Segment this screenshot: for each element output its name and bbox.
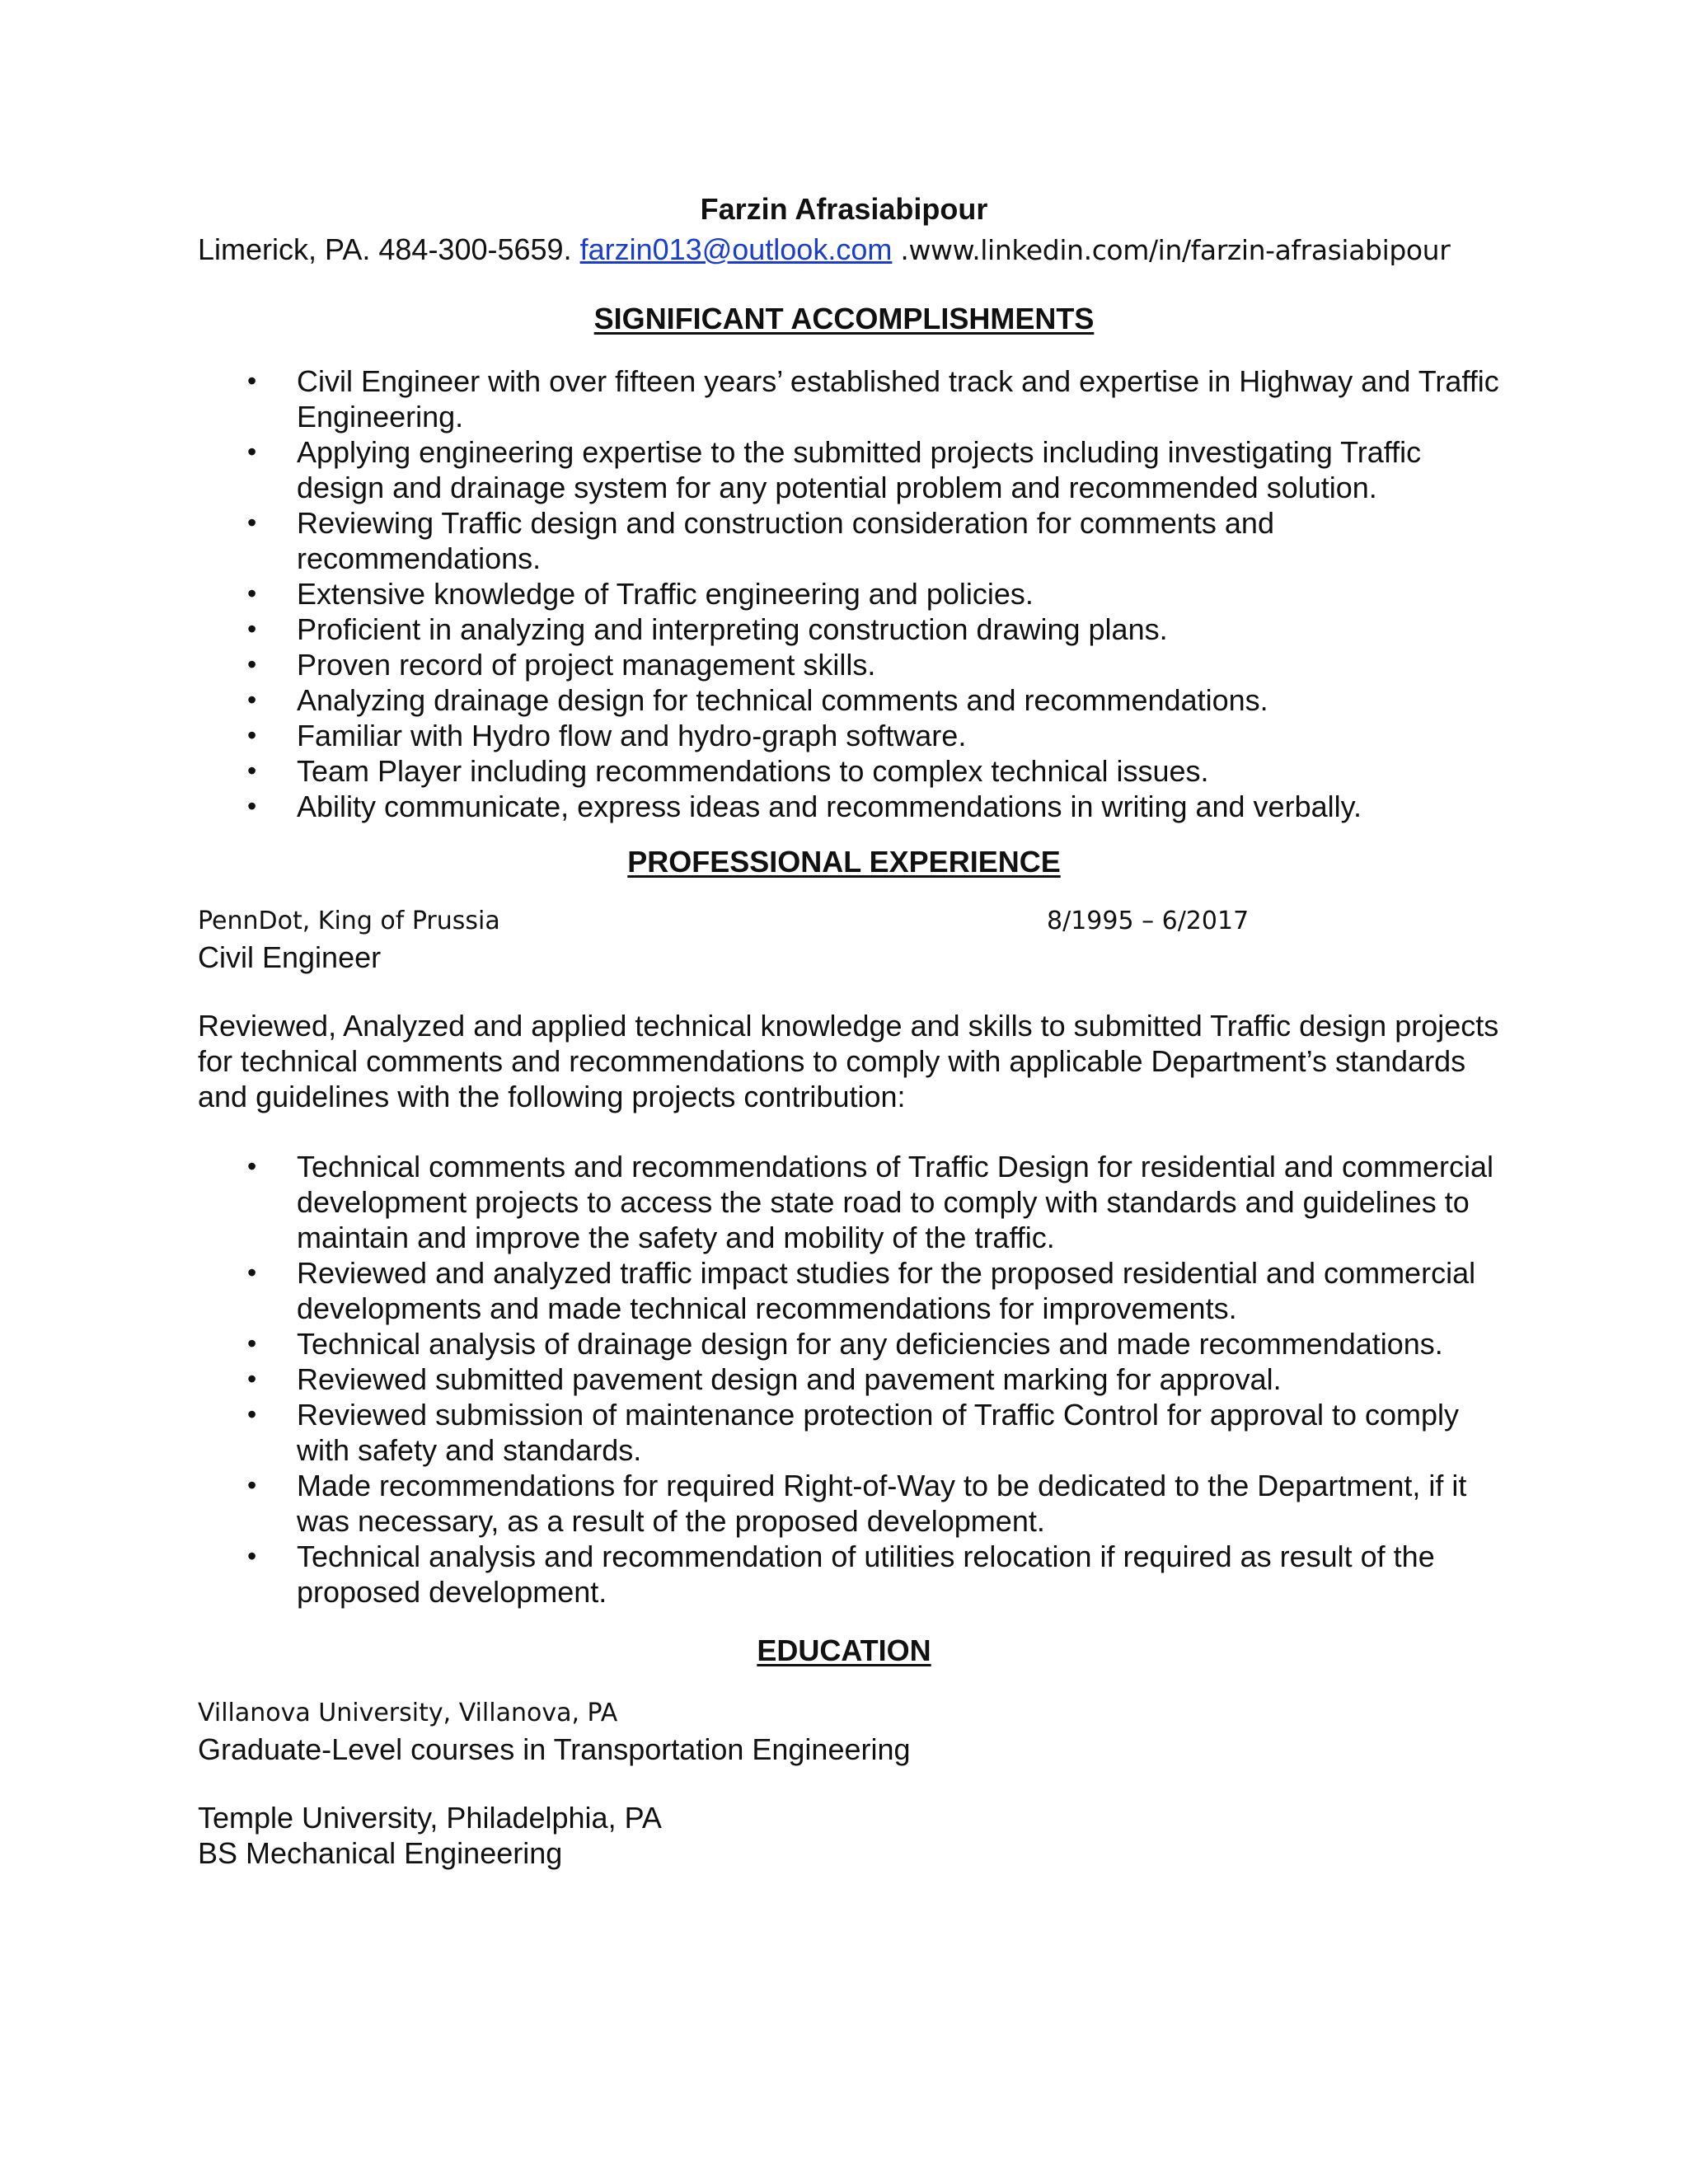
list-item-text: Proficient in analyzing and interpreting construction drawing plans.	[297, 612, 1168, 646]
bullet-icon: •	[247, 791, 257, 821]
bullet-icon: •	[247, 1399, 257, 1429]
bullet-icon: •	[247, 649, 257, 679]
list-item-text: Ability communicate, express ideas and recommendations in writing and verbally.	[297, 790, 1362, 823]
bullet-icon: •	[247, 1470, 257, 1500]
contact-line	[198, 229, 1500, 271]
list-item-text: Technical analysis of drainage design for any deficiencies and made recommendations.	[297, 1327, 1443, 1361]
list-item	[198, 1539, 1517, 1610]
list-item-text: Analyzing drainage design for technical comments and recommendations.	[297, 683, 1268, 717]
list-item-text: Technical analysis and recommendation of utilities relocation if required as result of the proposed development.	[297, 1540, 1435, 1609]
bullet-icon: •	[247, 579, 257, 608]
linkedin-url: .www.linkedin.com/in/farzin-afrasiabipour	[900, 234, 1451, 266]
experience-summary: Reviewed, Analyzed and applied technical knowledge and skills to submitted Traffic design projects for technical comments and recommendations to comply with applicable Department’s standards and guidelines with the following projects contribution:	[198, 1009, 1499, 1113]
list-item-text: Reviewed submitted pavement design and pavement marking for approval.	[297, 1362, 1282, 1396]
list-item	[198, 576, 1517, 612]
list-item	[198, 789, 1517, 824]
list-item-text: Team Player including recommendations to complex technical issues.	[297, 754, 1209, 788]
email-link[interactable]: farzin013@outlook.com	[579, 232, 893, 266]
list-item-text: Reviewed submission of maintenance protection of Traffic Control for approval to comply with safety and standards.	[297, 1398, 1460, 1467]
bullet-icon: •	[247, 508, 257, 537]
list-item	[198, 434, 1517, 505]
bullet-icon: •	[247, 614, 257, 644]
bullet-icon: •	[247, 1329, 257, 1358]
school-name: Villanova University, Villanova, PA	[198, 1699, 618, 1727]
list-item-text: Applying engineering expertise to the submitted projects including investigating Traffic design and drainage system for any potential problem and recommended solution.	[297, 435, 1422, 504]
school-name: Temple University, Philadelphia, PA	[198, 1801, 662, 1835]
accomplishments-list	[198, 363, 1500, 824]
experience-heading: PROFESSIONAL EXPERIENCE	[627, 845, 1061, 879]
bullet-icon: •	[247, 720, 257, 750]
school-program: Graduate-Level courses in Transportation Engineering	[198, 1732, 911, 1766]
list-item	[198, 682, 1517, 718]
list-item-text: Made recommendations for required Right-of-Way to be dedicated to the Department, if it was necessary, as a result of the proposed development.	[297, 1469, 1467, 1538]
employer-row	[198, 903, 1500, 940]
list-item-text: Familiar with Hydro flow and hydro-graph software.	[297, 719, 967, 752]
list-item	[198, 1397, 1517, 1468]
list-item-text: Technical comments and recommendations of Traffic Design for residential and commercial development projects to access the state road to comply with standards and guidelines to maintain and improve the safety and mobility of the traffic.	[297, 1150, 1493, 1254]
bullet-icon: •	[247, 685, 257, 715]
school-program: BS Mechanical Engineering	[198, 1836, 563, 1870]
experience-list	[198, 1149, 1500, 1610]
list-item	[198, 1326, 1517, 1361]
list-item	[198, 363, 1517, 434]
list-item	[198, 1149, 1517, 1255]
list-item	[198, 753, 1517, 789]
bullet-icon: •	[247, 1151, 257, 1181]
candidate-name: Farzin Afrasiabipour	[700, 192, 988, 226]
list-item-text: Civil Engineer with over fifteen years’ established track and expertise in Highway and Traffic Engineering.	[297, 364, 1499, 434]
list-item	[198, 1255, 1517, 1326]
bullet-icon: •	[247, 1541, 257, 1571]
education-heading: EDUCATION	[757, 1633, 931, 1667]
list-item	[198, 1361, 1517, 1397]
location-phone: Limerick, PA. 484-300-5659.	[198, 232, 572, 266]
list-item-text: Extensive knowledge of Traffic engineering and policies.	[297, 577, 1034, 611]
employer-name: PennDot, King of Prussia	[198, 907, 500, 935]
job-title: Civil Engineer	[198, 940, 382, 974]
list-item-text: Reviewed and analyzed traffic impact studies for the proposed residential and commercial developments and made technical recommendations for improvements.	[297, 1256, 1476, 1325]
accomplishments-heading: SIGNIFICANT ACCOMPLISHMENTS	[593, 302, 1095, 335]
list-item-text: Proven record of project management skills.	[297, 648, 876, 682]
resume-page	[198, 190, 1500, 1871]
employment-dates: 8/1995 – 6/2017	[1047, 907, 1250, 935]
list-item	[198, 612, 1517, 647]
list-item	[198, 1468, 1517, 1539]
list-item-text: Reviewing Traffic design and construction consideration for comments and recommendations.	[297, 506, 1274, 575]
bullet-icon: •	[247, 366, 257, 396]
list-item	[198, 505, 1517, 576]
list-item	[198, 647, 1517, 682]
bullet-icon: •	[247, 1258, 257, 1287]
bullet-icon: •	[247, 1364, 257, 1394]
list-item	[198, 718, 1517, 753]
bullet-icon: •	[247, 756, 257, 785]
bullet-icon: •	[247, 437, 257, 466]
